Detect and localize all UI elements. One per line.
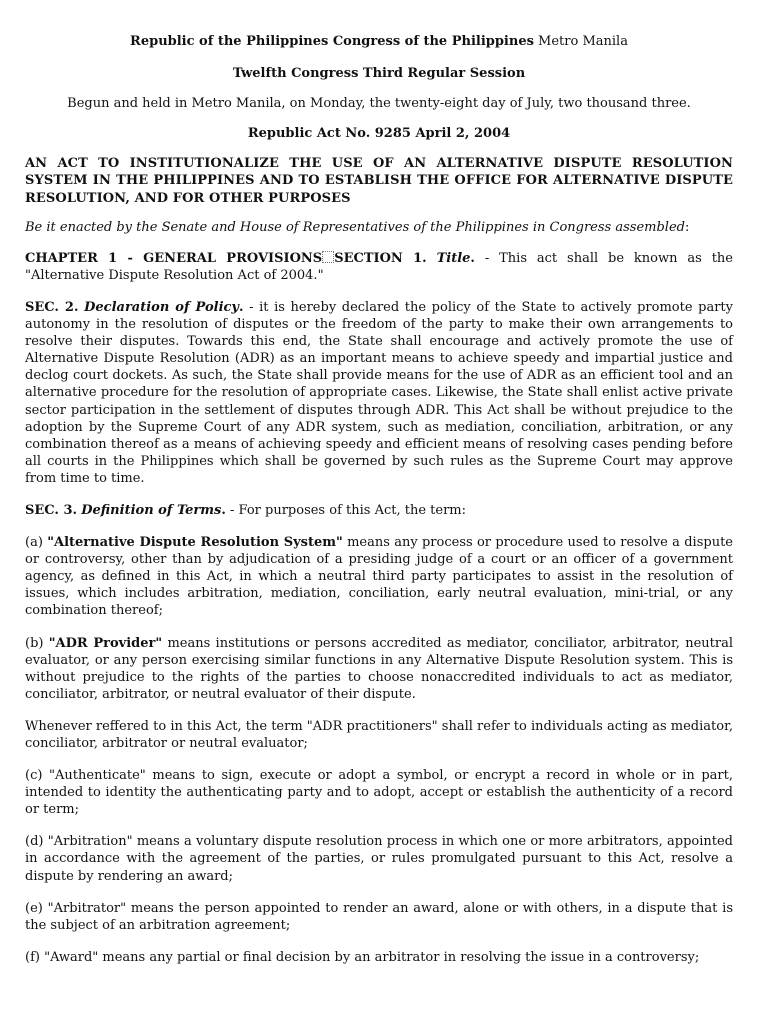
chapter-1-section-1 xyxy=(25,250,733,284)
header-metro-manila: Metro Manila xyxy=(533,34,628,49)
definition-a-term: "Alternative Dispute Resolution System" xyxy=(47,535,343,551)
act-title: AN ACT TO INSTITUTIONALIZE THE USE OF AN ALTERNATIVE DISPUTE RESOLUTION SYSTEM IN THE PHILIPPINES AND TO ESTABLISH THE OFFICE FOR ALTERNATIVE DISPUTE RESOLUTION, AND FOR OTHER PURPOSES xyxy=(25,156,733,206)
definition-b-prefix: (b) xyxy=(25,635,49,651)
enacting-clause-colon: : xyxy=(684,219,690,235)
definition-f: (f) "Award" means any partial or final decision by an arbitrator in resolving the issue in a controversy; xyxy=(25,949,700,965)
section-1-text: - This act shall be known as the "Alternative Dispute Resolution Act of 2004." xyxy=(25,250,734,283)
header-begun-held: Begun and held in Metro Manila, on Monday, the twenty-eight day of July, two thousand three. xyxy=(67,96,691,112)
section-2-text: - it is hereby declared the policy of the State to actively promote party autonomy in the resolution of disputes or the freedom of the party to make their own arrangements to resolve their disputes. Towards this end, the State shall encourage and actively promote the use of Alternative Dispute Resolution (ADR) as an important means to achieve speedy and impartial justice and declog court dockets. As such, the State shall provide means for the use of ADR as an efficient tool and an alternative procedure for the resolution of appropriate cases. Likewise, the State shall enlist active private sector participation in the settlement of disputes through ADR. This Act shall be without prejudice to the adoption by the Supreme Court of any ADR system, such as mediation, conciliation, arbitration, or any combination thereof as a means of achieving speedy and efficient means of resolving cases pending before all courts in the Philippines which shall be governed by such rules as the Supreme Court may approve from time to time. xyxy=(25,299,733,486)
section-2-label: SEC. 2. xyxy=(25,299,79,315)
enacting-clause-text: Be it enacted by the Senate and House of Representatives of the Philippines in Congress assembled xyxy=(25,219,685,235)
definition-c: (c) "Authenticate" means to sign, execute or adopt a symbol, or encrypt a record in whole or in part, intended to identity the authenticating party and to adopt, accept or establish the authenticity of a record or term; xyxy=(25,768,733,818)
header-republic-act-number: Republic Act No. 9285 April 2, 2004 xyxy=(247,126,511,142)
adr-practitioners-paragraph: Whenever reffered to in this Act, the term "ADR practitioners" shall refer to individuals acting as mediator, conciliator, arbitrator or neutral evaluator; xyxy=(25,718,733,751)
header-republic-congress: Republic of the Philippines Congress of the Philippines xyxy=(130,34,534,49)
comment-marker-icon xyxy=(322,251,334,263)
section-3-title: Definition of Terms xyxy=(81,502,222,518)
definition-a-text: means any process or procedure used to resolve a dispute or controversy, other than by adjudication of a presiding judge of a court or an officer of a government agency, as defined in this Act, in which a neutral third party participates to assist in the resolution of issues, which includes arbitration, mediation, conciliation, early neutral evaluation, mini-trial, or any combination thereof; xyxy=(25,535,733,619)
section-3-text: - For purposes of this Act, the term: xyxy=(225,502,466,518)
section-3-title-dot: . xyxy=(221,502,226,518)
definition-a-prefix: (a) xyxy=(25,535,48,551)
definition-a xyxy=(25,534,733,619)
header-line-1 xyxy=(25,33,733,50)
definition-b-term: "ADR Provider" xyxy=(48,635,163,651)
section-2-title: Declaration of Policy xyxy=(84,299,239,315)
section-1-label: SECTION 1. xyxy=(334,250,427,266)
section-2-title-dot: . xyxy=(238,299,244,315)
chapter-1-heading: CHAPTER 1 - GENERAL PROVISIONS xyxy=(25,250,323,266)
definition-e: (e) "Arbitrator" means the person appointed to render an award, alone or with others, in a dispute that is the subject of an arbitration agreement; xyxy=(25,900,733,933)
definition-d: (d) "Arbitration" means a voluntary dispute resolution process in which one or more arbitrators, appointed in accordance with the agreement of the parties, or rules promulgated pursuant to this Act, resolve a dispute by rendering an award; xyxy=(25,834,733,884)
section-3 xyxy=(25,502,733,519)
section-2 xyxy=(25,299,733,487)
document-page xyxy=(25,33,733,981)
definition-b-text: means institutions or persons accredited as mediator, conciliator, arbitrator, neutral evaluator, or any person exercising similar functions in any Alternative Dispute Resolution system. This is without prejudice to the rights of the parties to choose nonaccredited individuals to act as mediator, conciliator, arbitrator, or neutral evaluator of their dispute. xyxy=(25,635,733,702)
section-1-title: Title xyxy=(436,250,471,266)
enacting-clause xyxy=(25,219,733,236)
header-congress-session: Twelfth Congress Third Regular Session xyxy=(232,66,526,82)
section-1-title-dot: . xyxy=(470,250,475,266)
section-3-label: SEC. 3. xyxy=(25,502,78,518)
definition-b xyxy=(25,635,733,703)
